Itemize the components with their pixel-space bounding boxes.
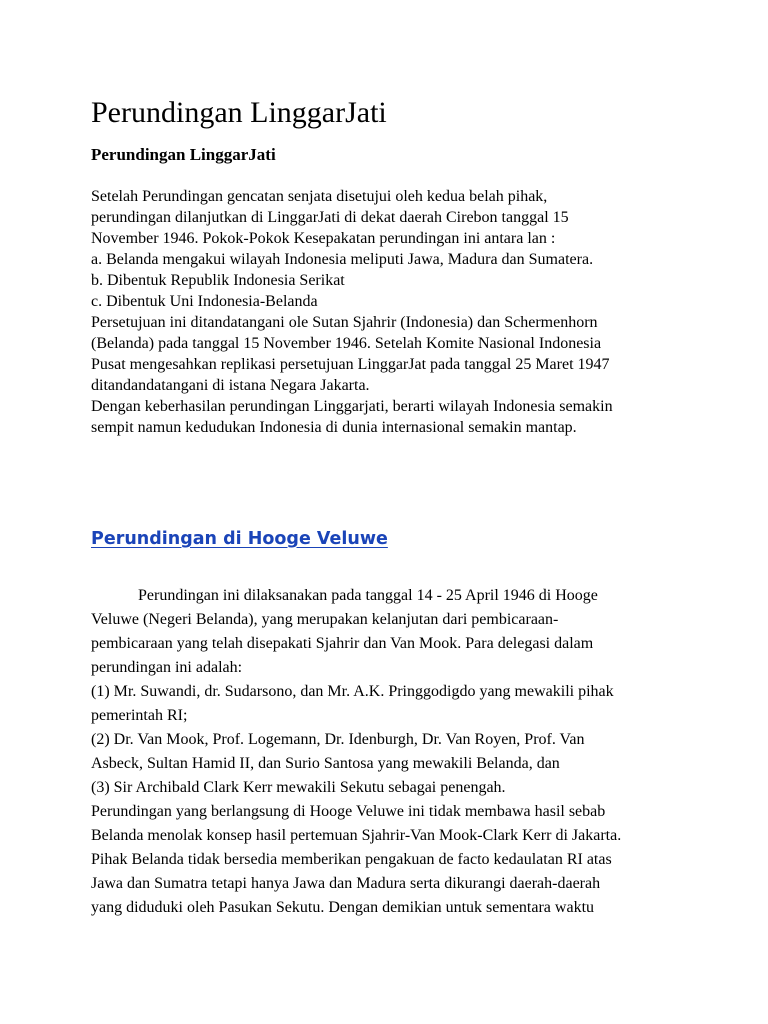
list-item-text: c. Dibentuk Uni Indonesia-Belanda — [91, 293, 318, 310]
list-item-text: (2) Dr. Van Mook, Prof. Logemann, Dr. Idenburgh, Dr. Van Royen, Prof. Van — [91, 731, 585, 748]
list-item-text: Asbeck, Sultan Hamid II, dan Surio Santosa yang mewakili Belanda, dan — [91, 755, 560, 772]
text-line: perundingan dilanjutkan di LinggarJati di dekat daerah Cirebon tanggal 15 — [91, 209, 569, 226]
text-line: Perundingan yang berlangsung di Hooge Veluwe ini tidak membawa hasil sebab — [91, 803, 606, 820]
text-line: yang diduduki oleh Pasukan Sekutu. Dengan demikian untuk sementara waktu — [91, 899, 595, 916]
text-line: Jawa dan Sumatra tetapi hanya Jawa dan Madura serta dikurangi daerah-daerah — [91, 875, 601, 892]
text-line: Dengan keberhasilan perundingan Linggarjati, berarti wilayah Indonesia semakin — [91, 398, 613, 415]
list-item-text: pemerintah RI; — [91, 707, 188, 724]
text-line: ditandandatangani di istana Negara Jakarta. — [91, 377, 370, 394]
text-line: Persetujuan ini ditandatangani ole Sutan Sjahrir (Indonesia) dan Schermenhorn — [91, 314, 598, 331]
text-line: Pusat mengesahkan replikasi persetujuan LinggarJat pada tanggal 25 Maret 1947 — [91, 356, 610, 373]
text-line: November 1946. Pokok-Pokok Kesepakatan perundingan ini antara lan : — [91, 230, 556, 247]
document-title: Perundingan LinggarJati — [91, 96, 387, 129]
text-line: Pihak Belanda tidak bersedia memberikan pengakuan de facto kedaulatan RI atas — [91, 851, 612, 868]
document-subtitle: Perundingan LinggarJati — [91, 145, 276, 164]
text-line: Perundingan ini dilaksanakan pada tanggal 14 - 25 April 1946 di Hooge — [138, 587, 598, 604]
text-line: sempit namun kedudukan Indonesia di dunia internasional semakin mantap. — [91, 419, 577, 436]
list-item-text: b. Dibentuk Republik Indonesia Serikat — [91, 272, 345, 289]
text-line: perundingan ini adalah: — [91, 659, 243, 676]
text-line: Veluwe (Negeri Belanda), yang merupakan kelanjutan dari pembicaraan- — [91, 611, 559, 628]
text-line: Setelah Perundingan gencatan senjata disetujui oleh kedua belah pihak, — [91, 188, 548, 205]
list-item-text: (3) Sir Archibald Clark Kerr mewakili Sekutu sebagai penengah. — [91, 779, 506, 796]
list-item-text: a. Belanda mengakui wilayah Indonesia meliputi Jawa, Madura dan Sumatera. — [91, 251, 594, 268]
text-line: pembicaraan yang telah disepakati Sjahrir dan Van Mook. Para delegasi dalam — [91, 635, 594, 652]
section1-paragraph — [91, 186, 613, 438]
list-item-text: (1) Mr. Suwandi, dr. Sudarsono, dan Mr. A.K. Pringgodigdo yang mewakili pihak — [91, 683, 614, 700]
section2-paragraph — [91, 584, 621, 920]
section-heading-link[interactable]: Perundingan di Hooge Veluwe — [91, 529, 388, 549]
text-line: Belanda menolak konsep hasil pertemuan Sjahrir-Van Mook-Clark Kerr di Jakarta. — [91, 827, 622, 844]
text-line: (Belanda) pada tanggal 15 November 1946. Setelah Komite Nasional Indonesia — [91, 335, 602, 352]
